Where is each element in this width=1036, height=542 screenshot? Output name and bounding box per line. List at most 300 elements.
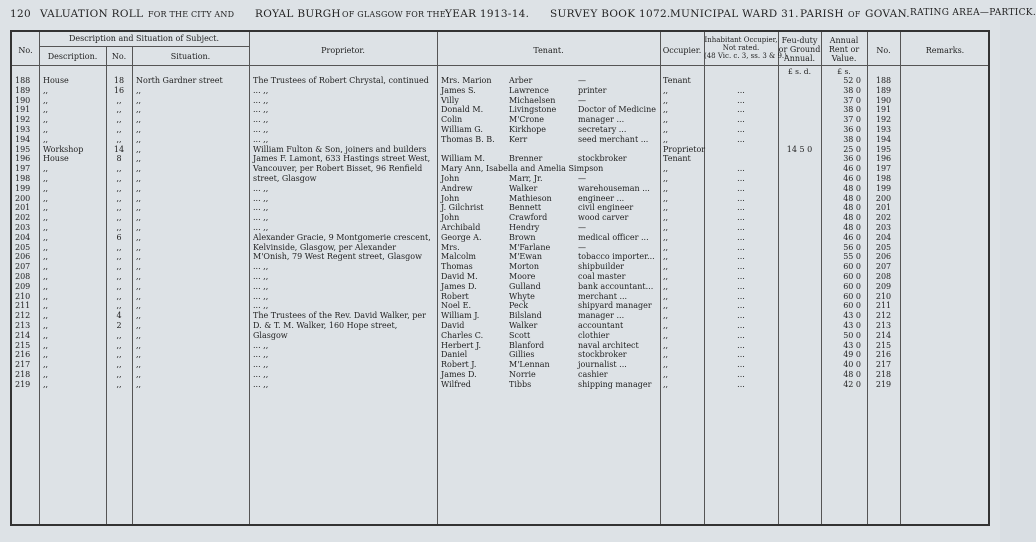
row-situation: ,, xyxy=(136,134,142,144)
row-description: ,, xyxy=(43,370,49,379)
row-no: 200 xyxy=(15,193,31,203)
row-annual-rent: 46 0 xyxy=(843,232,861,242)
row-number: ,, xyxy=(116,125,122,134)
row-occupier: ,, xyxy=(663,164,669,174)
col-remarks: Remarks. xyxy=(925,46,965,55)
row-tenant-first: Robert xyxy=(441,291,469,301)
row-number: ,, xyxy=(116,379,122,389)
row-no: 205 xyxy=(15,242,31,252)
row-proprietor: ... ,, xyxy=(253,85,269,95)
row-tenant-surname: Kirkhope xyxy=(509,125,547,134)
row-situation: ,, xyxy=(136,174,142,183)
row-no: 188 xyxy=(15,76,31,85)
row-tenant-first: William J. xyxy=(441,311,480,321)
row-no-right: 217 xyxy=(875,360,892,370)
row-situation: ,, xyxy=(136,301,142,311)
row-occupier: ,, xyxy=(663,370,669,379)
row-tenant-first: John xyxy=(441,193,460,203)
table-row xyxy=(12,233,992,243)
row-description: ,, xyxy=(43,193,49,203)
row-description: ,, xyxy=(43,223,49,232)
row-no-right: 207 xyxy=(875,262,892,272)
row-situation: ,, xyxy=(136,232,142,242)
row-inhabitant: ... xyxy=(737,125,745,134)
row-occupier: ,, xyxy=(663,203,669,213)
row-no: 211 xyxy=(15,301,31,311)
row-tenant-surname: Lawrence xyxy=(509,85,549,95)
table-row xyxy=(12,350,992,360)
row-tenant-first: William G. xyxy=(441,125,483,134)
row-proprietor: The Trustees of the Rev. David Walker, per xyxy=(253,311,426,321)
row-tenant-first: Andrew xyxy=(441,183,473,193)
row-inhabitant: ... xyxy=(737,301,745,311)
col-no-right: No. xyxy=(876,46,891,55)
row-inhabitant: ... xyxy=(737,134,745,144)
row-tenant-occupation: Doctor of Medicine xyxy=(578,105,656,115)
row-proprietor: ... ,, xyxy=(253,193,269,203)
row-no-right: 194 xyxy=(875,134,892,144)
table-row xyxy=(12,311,992,321)
table-row xyxy=(12,76,992,86)
row-annual-rent: 49 0 xyxy=(843,350,861,360)
row-tenant-surname: Livingstone xyxy=(509,105,557,115)
table-row xyxy=(12,154,992,164)
row-situation: ,, xyxy=(136,85,142,95)
row-occupier: ,, xyxy=(663,134,669,144)
col-tenant: Tenant. xyxy=(533,46,564,55)
table-row xyxy=(12,164,992,174)
row-occupier: ,, xyxy=(663,340,669,350)
row-number: ,, xyxy=(116,340,122,350)
row-no: 210 xyxy=(15,291,31,301)
row-occupier: ,, xyxy=(663,105,669,115)
row-annual-rent: 48 0 xyxy=(843,183,861,193)
row-inhabitant: ... xyxy=(737,115,745,125)
row-no: 199 xyxy=(15,183,31,193)
row-no-right: 216 xyxy=(875,350,892,360)
row-tenant-occupation: stockbroker xyxy=(578,154,627,164)
row-proprietor: ... ,, xyxy=(253,213,269,223)
municipal-ward: MUNICIPAL WARD 31. xyxy=(670,8,799,20)
row-situation: ,, xyxy=(136,125,142,134)
row-tenant-surname: Michaelsen xyxy=(509,95,556,105)
table-row xyxy=(12,380,992,390)
rating-area: RATING AREA—PARTICK. xyxy=(910,8,1036,18)
row-description: ,, xyxy=(43,242,49,252)
row-occupier: ,, xyxy=(663,85,669,95)
col-description: Description. xyxy=(47,52,98,61)
row-no-right: 202 xyxy=(875,213,892,223)
row-situation: ,, xyxy=(136,183,142,193)
row-proprietor: ... ,, xyxy=(253,340,269,350)
row-no: 202 xyxy=(15,213,31,223)
row-tenant-surname: M'Lennan xyxy=(509,360,550,370)
row-no: 207 xyxy=(15,262,31,272)
row-description: ,, xyxy=(43,174,49,183)
row-inhabitant: ... xyxy=(737,95,745,105)
row-annual-rent: 43 0 xyxy=(843,321,861,330)
row-tenant-surname: Norrie xyxy=(509,370,536,379)
row-no: 209 xyxy=(15,281,31,291)
col-proprietor: Proprietor. xyxy=(321,46,365,55)
row-number: ,, xyxy=(116,301,122,311)
table-row xyxy=(12,115,992,125)
row-occupier: ,, xyxy=(663,311,669,321)
title-for-city: FOR THE CITY AND xyxy=(148,10,235,19)
row-number: ,, xyxy=(116,291,122,301)
row-proprietor: ... ,, xyxy=(253,125,269,134)
row-no-right: 219 xyxy=(875,379,892,389)
row-no: 212 xyxy=(15,311,31,321)
row-tenant-occupation: secretary ... xyxy=(578,125,627,134)
row-inhabitant: ... xyxy=(737,291,745,301)
row-proprietor: ... ,, xyxy=(253,360,269,370)
row-tenant-surname: Walker xyxy=(509,321,538,330)
row-situation: ,, xyxy=(136,242,142,252)
row-inhabitant: ... xyxy=(737,281,745,291)
row-number: ,, xyxy=(116,164,122,174)
row-number: ,, xyxy=(116,360,122,370)
table-row xyxy=(12,184,992,194)
row-no: 217 xyxy=(15,360,31,370)
row-inhabitant: ... xyxy=(737,193,745,203)
row-situation: ,, xyxy=(136,311,142,321)
row-proprietor: Vancouver, per Robert Bisset, 96 Renfield xyxy=(253,164,423,174)
row-description: ,, xyxy=(43,340,49,350)
row-annual-rent: 60 0 xyxy=(843,262,861,272)
row-description: ,, xyxy=(43,281,49,291)
row-number: 2 xyxy=(116,321,122,330)
row-situation: ,, xyxy=(136,281,142,291)
title-royal-burgh: ROYAL BURGH xyxy=(255,8,341,20)
row-no-right: 198 xyxy=(875,174,892,183)
parish-label: PARISH xyxy=(800,8,844,20)
row-proprietor: ... ,, xyxy=(253,350,269,360)
table-row xyxy=(12,194,992,204)
row-number: ,, xyxy=(116,174,122,183)
row-number: ,, xyxy=(116,350,122,360)
row-number: ,, xyxy=(116,183,122,193)
parish-name: GOVAN. xyxy=(865,8,910,20)
row-feu-duty: 14 5 0 xyxy=(786,144,813,154)
table-row xyxy=(12,331,992,341)
table-row xyxy=(12,321,992,331)
row-number: 16 xyxy=(113,85,125,95)
row-tenant-surname: Gillies xyxy=(509,350,535,360)
row-situation: ,, xyxy=(136,291,142,301)
row-proprietor: M'Onish, 79 West Regent street, Glasgow xyxy=(253,252,422,262)
row-tenant-occupation: manager ... xyxy=(578,311,625,321)
row-number: ,, xyxy=(116,281,122,291)
row-no-right: 218 xyxy=(875,370,892,379)
row-occupier: ,, xyxy=(663,379,669,389)
row-inhabitant: ... xyxy=(737,174,745,183)
row-inhabitant: ... xyxy=(737,311,745,321)
row-situation: ,, xyxy=(136,262,142,272)
page-number: 120 xyxy=(10,8,31,20)
row-annual-rent: 50 0 xyxy=(843,330,861,340)
row-number: ,, xyxy=(116,370,122,379)
row-number: ,, xyxy=(116,252,122,262)
row-tenant-occupation: medical officer ... xyxy=(578,232,649,242)
row-description: ,, xyxy=(43,95,49,105)
row-tenant-occupation: naval architect xyxy=(578,340,639,350)
row-proprietor: ... ,, xyxy=(253,262,269,272)
row-tenant-surname: Scott xyxy=(509,330,531,340)
row-tenant-surname: Tibbs xyxy=(509,379,532,389)
row-tenant-occupation: civil engineer xyxy=(578,203,634,213)
row-occupier: ,, xyxy=(663,272,669,281)
row-tenant-surname: Gulland xyxy=(509,281,541,291)
row-no-right: 197 xyxy=(875,164,892,174)
row-annual-rent: 25 0 xyxy=(843,144,861,154)
row-tenant-occupation: — xyxy=(578,174,586,183)
row-situation: ,, xyxy=(136,272,142,281)
row-tenant-first: Thomas xyxy=(441,262,473,272)
row-inhabitant: ... xyxy=(737,262,745,272)
row-proprietor: ... ,, xyxy=(253,301,269,311)
row-inhabitant: ... xyxy=(737,85,745,95)
row-tenant-first: David xyxy=(441,321,465,330)
row-tenant-surname: Hendry xyxy=(509,223,540,232)
row-no: 198 xyxy=(15,174,31,183)
row-tenant-first: William M. xyxy=(441,154,485,164)
row-occupier: ,, xyxy=(663,262,669,272)
row-no-right: 206 xyxy=(875,252,892,262)
row-annual-rent: 55 0 xyxy=(843,252,861,262)
row-no-right: 215 xyxy=(875,340,892,350)
row-no: 201 xyxy=(15,203,31,213)
row-tenant-occupation: accountant xyxy=(578,321,624,330)
table-row xyxy=(12,370,992,380)
row-number: ,, xyxy=(116,134,122,144)
row-proprietor: ... ,, xyxy=(253,370,269,379)
row-tenant-surname: Brenner xyxy=(509,154,543,164)
row-description: ,, xyxy=(43,311,49,321)
row-inhabitant: ... xyxy=(737,183,745,193)
row-tenant-occupation: wood carver xyxy=(578,213,629,223)
row-inhabitant: ... xyxy=(737,360,745,370)
row-description: ,, xyxy=(43,350,49,360)
row-tenant-first: Donald M. xyxy=(441,105,484,115)
row-annual-rent: 48 0 xyxy=(843,370,861,379)
row-annual-rent: 42 0 xyxy=(843,379,861,389)
row-no-right: 200 xyxy=(875,193,892,203)
row-no-right: 210 xyxy=(875,291,892,301)
row-tenant-occupation: — xyxy=(578,223,586,232)
row-inhabitant: ... xyxy=(737,370,745,379)
row-description: House xyxy=(43,76,69,85)
row-tenant-first: George A. xyxy=(441,232,482,242)
table-row xyxy=(12,243,992,253)
row-tenant-surname: Blanford xyxy=(509,340,545,350)
title-valuation-roll: VALUATION ROLL xyxy=(40,8,144,20)
row-occupier: ,, xyxy=(663,360,669,370)
row-tenant-surname: Bennett xyxy=(509,203,542,213)
row-proprietor: ... ,, xyxy=(253,379,269,389)
row-no-right: 196 xyxy=(875,154,892,164)
row-number: 6 xyxy=(116,232,122,242)
row-no: 191 xyxy=(15,105,31,115)
table-row xyxy=(12,135,992,145)
row-proprietor: Kelvinside, Glasgow, per Alexander xyxy=(253,242,397,252)
row-description: ,, xyxy=(43,115,49,125)
row-occupier: Proprietor xyxy=(663,144,706,154)
row-tenant-first: Charles C. xyxy=(441,330,484,340)
row-no-right: 193 xyxy=(875,125,892,134)
row-tenant-first: Colin xyxy=(441,115,463,125)
row-description: ,, xyxy=(43,134,49,144)
row-no-right: 212 xyxy=(875,311,892,321)
row-occupier: ,, xyxy=(663,183,669,193)
table-row xyxy=(12,360,992,370)
row-proprietor: Glasgow xyxy=(253,330,288,340)
row-description: ,, xyxy=(43,164,49,174)
row-no: 203 xyxy=(15,223,31,232)
row-inhabitant: ... xyxy=(737,330,745,340)
row-no-right: 188 xyxy=(875,76,892,85)
row-occupier: ,, xyxy=(663,115,669,125)
row-occupier: ,, xyxy=(663,350,669,360)
row-tenant-occupation: engineer ... xyxy=(578,193,625,203)
row-situation: ,, xyxy=(136,370,142,379)
row-annual-rent: 48 0 xyxy=(843,213,861,223)
row-tenant-first: Robert J. xyxy=(441,360,477,370)
col-number: No. xyxy=(111,52,127,61)
row-tenant-first: Mary Ann, Isabella and Amelia Simpson xyxy=(441,164,604,174)
row-annual-rent: 38 0 xyxy=(843,85,861,95)
row-proprietor: The Trustees of Robert Chrystal, continued xyxy=(253,76,429,85)
row-proprietor: James F. Lamont, 633 Hastings street West, xyxy=(253,154,431,164)
row-annual-rent: 56 0 xyxy=(843,242,861,252)
row-description: ,, xyxy=(43,183,49,193)
row-no: 219 xyxy=(15,379,31,389)
row-number: ,, xyxy=(116,105,122,115)
row-tenant-first: Noel E. xyxy=(441,301,472,311)
row-annual-rent: 60 0 xyxy=(843,301,861,311)
row-no: 197 xyxy=(15,164,31,174)
col-occupier: Occupier. xyxy=(662,46,702,55)
row-tenant-surname: Mathieson xyxy=(509,193,552,203)
row-no: 215 xyxy=(15,340,31,350)
row-no: 213 xyxy=(15,321,31,330)
row-description: ,, xyxy=(43,360,49,370)
row-inhabitant: ... xyxy=(737,105,745,115)
row-tenant-first: John xyxy=(441,174,460,183)
table-row xyxy=(12,105,992,115)
row-tenant-first: James S. xyxy=(441,85,476,95)
row-tenant-surname: Walker xyxy=(509,183,538,193)
col-inhabitant: Inhabitant Occupier, Not rated. (48 Vic. c. 3, ss. 3 & 9.) xyxy=(704,36,787,60)
row-description: ,, xyxy=(43,232,49,242)
row-inhabitant: ... xyxy=(737,213,745,223)
row-no: 194 xyxy=(15,134,31,144)
row-tenant-occupation: seed merchant ... xyxy=(578,134,649,144)
row-tenant-first: Mrs. xyxy=(441,242,460,252)
row-annual-rent: 40 0 xyxy=(843,360,861,370)
row-tenant-occupation: journalist ... xyxy=(578,360,627,370)
row-description: ,, xyxy=(43,301,49,311)
col-situation: Situation. xyxy=(170,52,211,61)
table-row xyxy=(12,272,992,282)
row-no-right: 201 xyxy=(875,203,892,213)
row-tenant-occupation: manager ... xyxy=(578,115,625,125)
row-annual-rent: 46 0 xyxy=(843,164,861,174)
row-no: 208 xyxy=(15,272,31,281)
row-description: ,, xyxy=(43,252,49,262)
row-no-right: 192 xyxy=(875,115,892,125)
row-proprietor: ... ,, xyxy=(253,134,269,144)
row-annual-rent: 43 0 xyxy=(843,340,861,350)
row-no-right: 204 xyxy=(875,232,892,242)
row-tenant-occupation: printer xyxy=(578,85,607,95)
row-no-right: 214 xyxy=(875,330,892,340)
row-situation: ,, xyxy=(136,115,142,125)
row-tenant-occupation: merchant ... xyxy=(578,291,628,301)
row-number: ,, xyxy=(116,193,122,203)
table-row xyxy=(12,282,992,292)
row-tenant-first: Wilfred xyxy=(441,379,471,389)
row-tenant-occupation: clothier xyxy=(578,330,610,340)
row-annual-rent: 52 0 xyxy=(843,76,861,85)
row-tenant-occupation: bank accountant... xyxy=(578,281,654,291)
table-row xyxy=(12,203,992,213)
row-inhabitant: ... xyxy=(737,223,745,232)
parish-of: OF xyxy=(848,10,861,19)
row-tenant-surname: Crawford xyxy=(509,213,548,223)
row-annual-rent: 36 0 xyxy=(843,154,861,164)
row-annual-rent: 43 0 xyxy=(843,311,861,321)
row-description: ,, xyxy=(43,125,49,134)
row-tenant-surname: M'Crone xyxy=(509,115,545,125)
row-situation: ,, xyxy=(136,164,142,174)
row-number: ,, xyxy=(116,272,122,281)
row-number: ,, xyxy=(116,262,122,272)
table-row xyxy=(12,125,992,135)
row-situation: ,, xyxy=(136,252,142,262)
row-tenant-occupation: — xyxy=(578,95,586,105)
row-tenant-first: Daniel xyxy=(441,350,468,360)
row-proprietor: ... ,, xyxy=(253,281,269,291)
row-tenant-first: Villy xyxy=(441,95,459,105)
row-inhabitant: ... xyxy=(737,242,745,252)
row-occupier: ,, xyxy=(663,193,669,203)
table-row xyxy=(12,174,992,184)
row-tenant-surname: Morton xyxy=(509,262,540,272)
row-no-right: 203 xyxy=(875,223,892,232)
row-inhabitant: ... xyxy=(737,164,745,174)
row-tenant-surname: Arber xyxy=(509,76,533,85)
row-tenant-occupation: — xyxy=(578,242,586,252)
row-tenant-first: James D. xyxy=(441,370,477,379)
table-row xyxy=(12,213,992,223)
row-occupier: Tenant xyxy=(663,76,691,85)
row-tenant-first: Malcolm xyxy=(441,252,476,262)
row-situation: ,, xyxy=(136,350,142,360)
row-annual-rent: 48 0 xyxy=(843,223,861,232)
row-description: ,, xyxy=(43,321,49,330)
row-occupier: ,, xyxy=(663,213,669,223)
row-situation: ,, xyxy=(136,193,142,203)
row-proprietor: ... ,, xyxy=(253,95,269,105)
table-row xyxy=(12,341,992,351)
row-number: 8 xyxy=(116,154,122,164)
row-tenant-occupation: cashier xyxy=(578,370,608,379)
row-occupier: ,, xyxy=(663,95,669,105)
row-annual-rent: 36 0 xyxy=(843,125,861,134)
table-row xyxy=(12,223,992,233)
row-occupier: ,, xyxy=(663,281,669,291)
